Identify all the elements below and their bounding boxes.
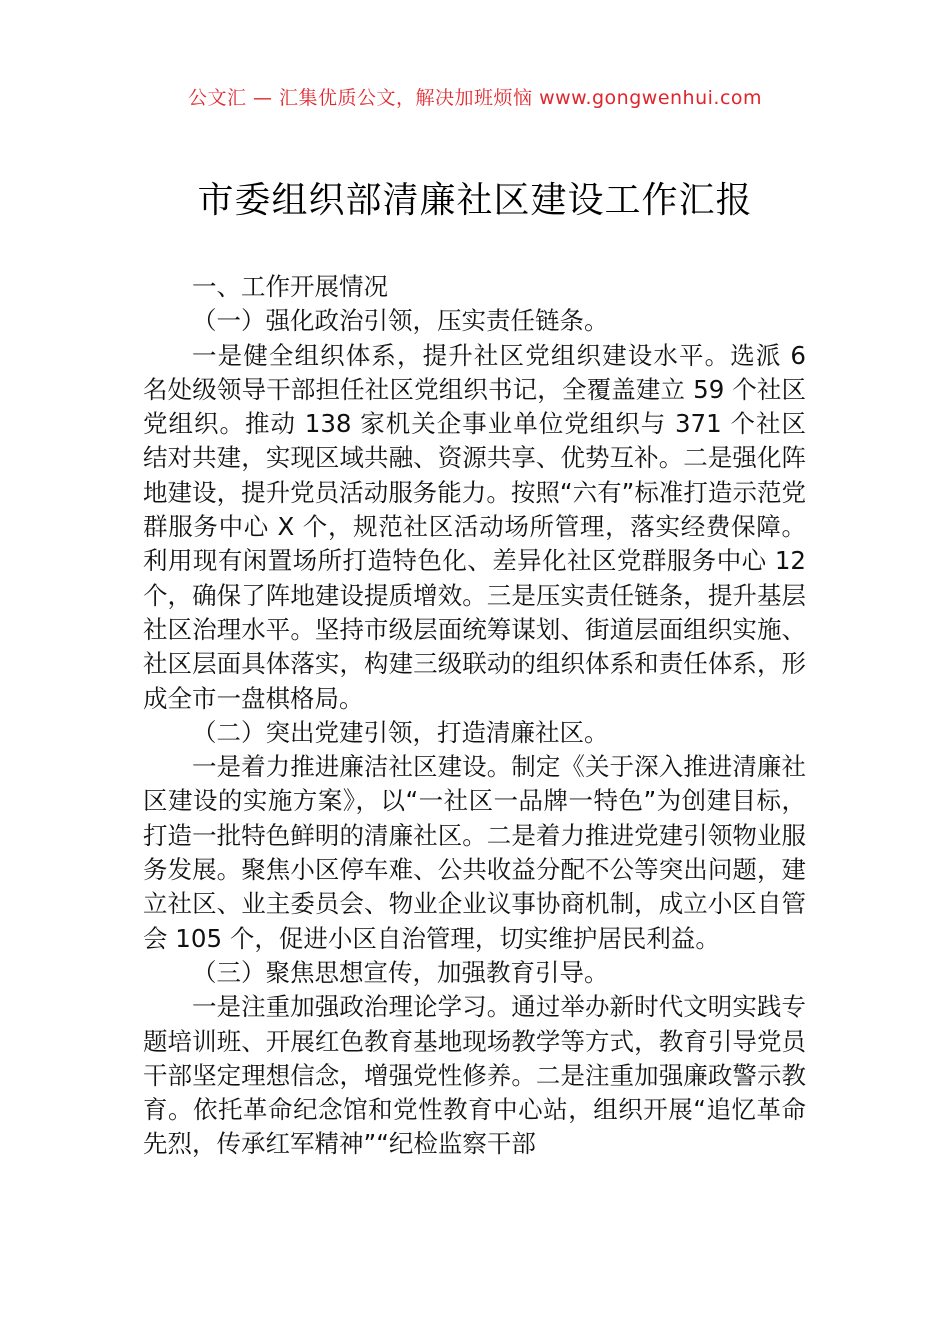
document-body	[143, 270, 806, 1162]
subsection-heading: （二）突出党建引领，打造清廉社区。	[192, 717, 609, 747]
body-paragraph: 一是注重加强政治理论学习。通过举办新时代文明实践专题培训班、开展红色教育基地现场教学等方式，教育引导党员干部坚定理想信念，增强党性修养。二是注重加强廉政警示教育。依托革命纪念馆和党性教育中心站，组织开展“追忆革命先烈，传承红军精神”“纪检监察干部	[143, 992, 806, 1159]
body-paragraph: 一是着力推进廉洁社区建设。制定《关于深入推进清廉社区建设的实施方案》，以“一社区一品牌一特色”为创建目标，打造一批特色鲜明的清廉社区。二是着力推进党建引领物业服务发展。聚焦小区停车难、公共收益分配不公等突出问题，建立社区、业主委员会、物业企业议事协商机制，成立小区自管会 105 个，促进小区自治管理，切实维护居民利益。	[143, 752, 806, 953]
subsection-heading: （三）聚焦思想宣传，加强教育引导。	[192, 957, 609, 987]
body-paragraph: 一是健全组织体系，提升社区党组织建设水平。选派 6 名处级领导干部担任社区党组织书记，全覆盖建立 59 个社区党组织。推动 138 家机关企事业单位党组织与 371 个社区结对共建，实现区域共融、资源共享、优势互补。二是强化阵地建设，提升党员活动服务能力。按照“六有”标准打造示范党群服务中心 X 个，规范社区活动场所管理，落实经费保障。利用现有闲置场所打造特色化、差异化社区党群服务中心 12 个，确保了阵地建设提质增效。三是压实责任链条，提升基层社区治理水平。坚持市级层面统筹谋划、街道层面组织实施、社区层面具体落实，构建三级联动的组织体系和责任体系，形成全市一盘棋格局。	[143, 340, 806, 713]
subsection-heading: （一）强化政治引领，压实责任链条。	[192, 306, 609, 336]
website-banner: 公文汇 — 汇集优质公文，解决加班烦恼 www.gongwenhui.com	[187, 87, 763, 109]
section-heading: 一、工作开展情况	[192, 272, 388, 301]
document-title: 市委组织部清廉社区建设工作汇报	[197, 180, 753, 221]
